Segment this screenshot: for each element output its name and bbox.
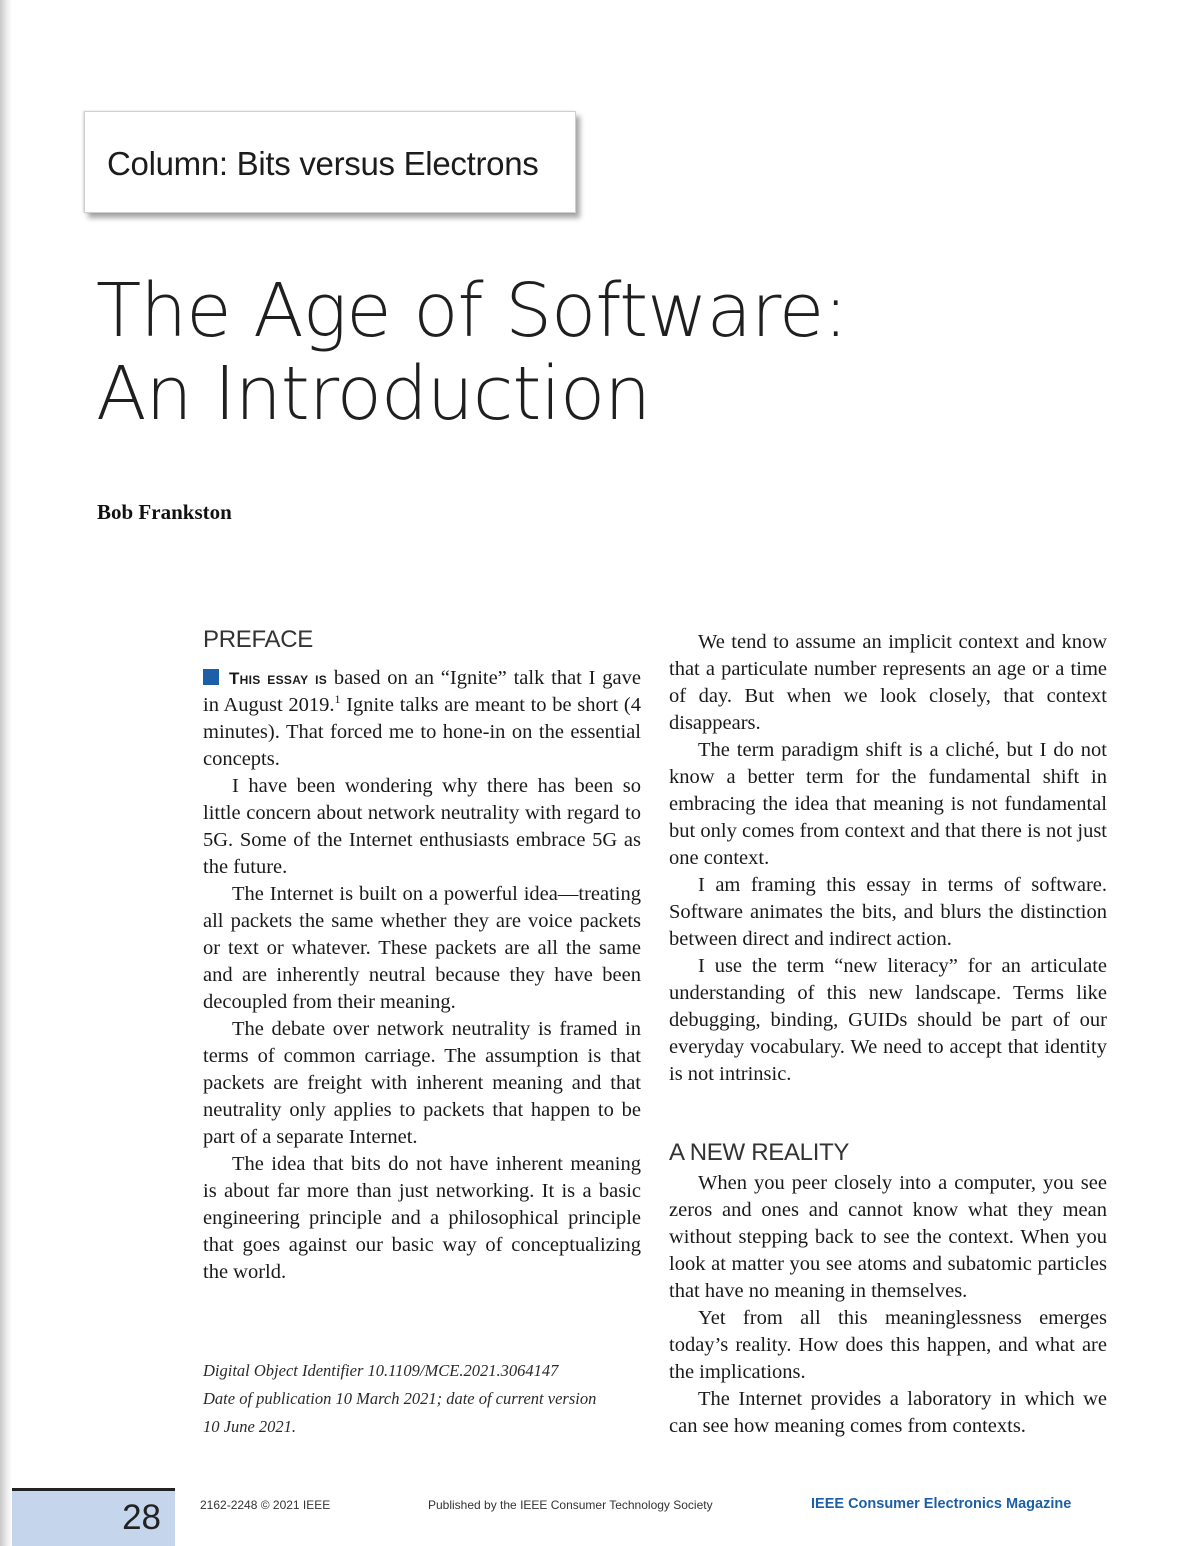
right-column (669, 629, 1107, 1440)
doi-block (203, 1357, 643, 1441)
current-version-line: 10 June 2021. (203, 1417, 297, 1436)
title-line-2: An Introduction (96, 351, 651, 437)
article-title (96, 270, 847, 436)
paragraph: I have been wondering why there has been so little concern about network neutrality with regard to 5G. Some of the Internet enthusiasts embrace 5G as the future. (203, 775, 641, 878)
lead-square-icon (203, 669, 219, 685)
title-line-1: The Age of Software: (96, 268, 848, 354)
paragraph (203, 665, 641, 773)
footer-magazine-name: IEEE Consumer Electronics Magazine (811, 1496, 1072, 1512)
lead-in-caps: This essay is (229, 669, 328, 688)
section-heading-new-reality: A NEW REALITY (669, 1139, 850, 1166)
footnote-marker[interactable]: 1 (334, 692, 341, 706)
paragraph: When you peer closely into a computer, you see zeros and ones and cannot know what they mean without stepping back to see the context. When you look at matter you see atoms and subatomic particles that have no meaning in themselves. (669, 1172, 1107, 1302)
paragraph-text: Ignite talks are meant to be short (4 minutes). That forced me to hone-in on the essential concepts. (203, 694, 641, 770)
publication-date-line: Date of publication 10 March 2021; date of current version (203, 1389, 597, 1408)
paragraph-text: based on an “Ignite” talk that I gave in August 2019. (203, 667, 642, 716)
footer-issn: 2162-2248 © 2021 IEEE (200, 1498, 331, 1512)
paragraph: The debate over network neutrality is framed in terms of common carriage. The assumption is that packets are freight with inherent meaning and that neutrality only applies to packets that happen to be part of a separate Internet. (203, 1018, 641, 1148)
left-column (203, 623, 641, 1286)
page-edge-shadow (0, 0, 12, 1546)
doi-line: Digital Object Identifier 10.1109/MCE.2021.3064147 (203, 1361, 559, 1380)
footer-publisher: Published by the IEEE Consumer Technology Society (428, 1498, 713, 1512)
paragraph: The idea that bits do not have inherent meaning is about far more than just networking. It is a basic engineering principle and a philosophical principle that goes against our basic way of conceptualizing the world. (203, 1153, 641, 1283)
paragraph: The Internet is built on a powerful idea—treating all packets the same whether they are voice packets or text or whatever. These packets are all the same and are inherently neutral because they have been decoupled from their meaning. (203, 883, 641, 1013)
column-label-box (84, 111, 576, 213)
page-number-box (12, 1491, 175, 1546)
author-name: Bob Frankston (97, 500, 232, 524)
section-heading-preface: PREFACE (203, 626, 313, 653)
paragraph: The Internet provides a laboratory in which we can see how meaning comes from contexts. (669, 1388, 1107, 1437)
paragraph: I use the term “new literacy” for an articulate understanding of this new landscape. Terms like debugging, binding, GUIDs should be part of our everyday vocabulary. We need to accept that identity is not intrinsic. (669, 955, 1107, 1085)
page-number: 28 (122, 1498, 161, 1537)
column-label: Column: Bits versus Electrons (107, 145, 539, 182)
paragraph: We tend to assume an implicit context and know that a particulate number represents an age or a time of day. But when we look closely, that context disappears. (669, 631, 1107, 734)
paragraph: The term paradigm shift is a cliché, but I do not know a better term for the fundamental shift in embracing the idea that meaning is not fundamental but only comes from context and that there is not just one context. (669, 739, 1107, 869)
paragraph: I am framing this essay in terms of software. Software animates the bits, and blurs the distinction between direct and indirect action. (669, 874, 1107, 950)
paragraph: Yet from all this meaninglessness emerges today’s reality. How does this happen, and what are the implications. (669, 1307, 1107, 1383)
